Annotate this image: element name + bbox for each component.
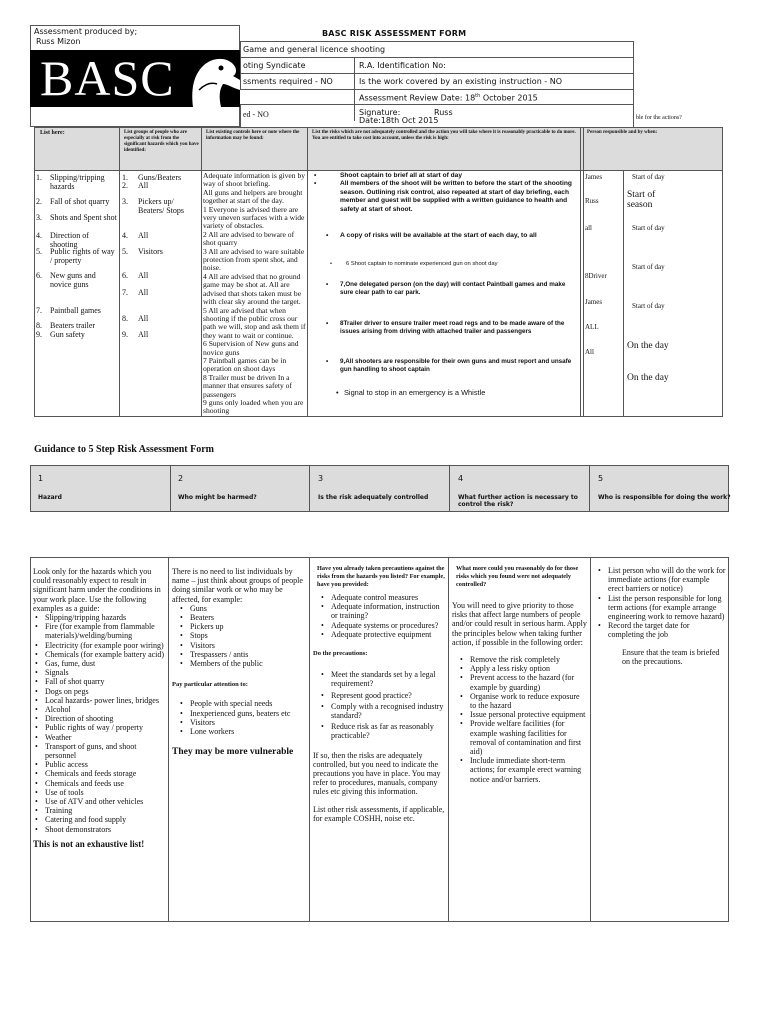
- body-divider: [448, 557, 449, 922]
- list-item: 8. All: [122, 314, 149, 323]
- list-item: • Electricity (for example poor wiring): [33, 641, 166, 650]
- list-item: • Dogs on pegs: [33, 687, 166, 696]
- step-divider: [589, 465, 590, 512]
- step-number: 2: [178, 474, 184, 483]
- list-item: • Represent good practice?: [319, 691, 446, 700]
- who-intro: There is no need to list individuals by name – just think about groups of people doing similar work or who may be affected, for example:: [172, 567, 303, 604]
- step-divider: [170, 465, 171, 512]
- action-intro: What more could you reasonably do for those risks which you found were not adequately controlled?: [456, 565, 579, 588]
- responsible-name: All: [585, 348, 594, 356]
- list-item: • Reduce risk as far as reasonably practicable?: [319, 722, 446, 740]
- list-item: • Adequate systems or procedures?: [319, 621, 446, 630]
- list-item: • Local hazards- power lines, bridges: [33, 696, 166, 705]
- guidance-action-column: [452, 565, 587, 784]
- list-item: • Shoot demonstrators: [33, 825, 166, 834]
- responsible-when: On the day: [627, 341, 669, 351]
- step-number: 5: [598, 474, 604, 483]
- action-item: • 9,All shooters are responsible for their own guns and must report and unsafe gun handling to shoot captain: [326, 358, 572, 374]
- list-item: • Catering and food supply: [33, 815, 166, 824]
- responsible-when: Start of season: [627, 190, 656, 210]
- body-divider: [590, 557, 591, 922]
- duck-head-icon: [185, 50, 240, 107]
- step-label: Who might be harmed?: [178, 494, 257, 501]
- list-item: 7. All: [122, 288, 149, 297]
- list-item: 5. Public rights of way / property: [36, 247, 115, 266]
- list-item: • Gas, fume, dust: [33, 659, 166, 668]
- action-item: • Shoot captain to brief all at start of day: [312, 172, 578, 180]
- list-item: 1. Slipping/tripping hazards: [36, 173, 105, 192]
- step-label: Hazard: [38, 494, 62, 501]
- list-item: 8. Beaters trailer: [36, 321, 96, 330]
- list-item: • Apply a less risky option: [458, 664, 587, 673]
- basc-logo: [30, 50, 240, 107]
- responsible-name: 8Driver: [585, 272, 607, 280]
- list-item: • Visitors: [178, 718, 307, 727]
- list-item: 9. All: [122, 330, 149, 339]
- step-number: 3: [318, 474, 324, 483]
- responsible-when: Start of day: [632, 173, 665, 181]
- list-item: • Remove the risk completely: [458, 655, 587, 664]
- col-header-further-action: List the risks which are not adequately controlled and the action you will take where it is reasonably practicable to do more. You are entitled to take cost into account, unless the risk is high:: [312, 130, 576, 141]
- form-title: BASC RISK ASSESSMENT FORM: [322, 29, 467, 38]
- list-item: • Include immediate short-term actions; for example erect warning notice and/or barriers.: [458, 756, 587, 784]
- list-item: • Chemicals and feeds storage: [33, 769, 166, 778]
- list-item: 2. All: [122, 181, 149, 190]
- responsible-header-partial: ble for the actions?: [636, 115, 682, 121]
- list-item: • Meet the standards set by a legal requirement?: [319, 670, 446, 688]
- list-item: 7. Paintball games: [36, 306, 101, 315]
- further-actions: [312, 172, 578, 214]
- list-item: • Beaters: [178, 613, 307, 622]
- step-label: Is the risk adequately controlled: [318, 494, 429, 501]
- list-item: • Public rights of way / property: [33, 723, 166, 732]
- list-item: • Weather: [33, 733, 166, 742]
- list-item: • Chemicals (for example battery acid): [33, 650, 166, 659]
- step-number: 1: [38, 474, 44, 483]
- col-divider-2: [201, 127, 202, 417]
- list-item: 9. Gun safety: [36, 330, 85, 339]
- review-date-text: Assessment Review Date: 18th October 2015: [359, 93, 538, 103]
- step-number: 4: [458, 474, 464, 483]
- basc-logo-text: BASC: [40, 50, 175, 106]
- responsible-when: On the day: [627, 373, 669, 383]
- list-item: • Inexperienced guns, beaters etc: [178, 709, 307, 718]
- list-item: 4. All: [122, 231, 149, 240]
- step-divider: [449, 465, 450, 512]
- action-item: • All members of the shoot will be written to before the start of the shooting season. Outlining risk control, also repeated at start of day briefing, each member and guest will be supplied with a written guidance to health and safety at start of shoot.: [312, 180, 578, 214]
- list-item: • Chemicals and feeds use: [33, 779, 166, 788]
- produced-by-name: Russ Mizon: [36, 37, 81, 46]
- col-divider-6: [623, 170, 624, 417]
- assessments-required-text: ssments required - NO: [243, 77, 333, 86]
- approved-text: ed - NO: [243, 110, 269, 119]
- list-item: 2. Fall of shot quarry: [36, 197, 110, 206]
- col-header-controls: List existing controls here or note where the information may be found:: [206, 130, 300, 141]
- col-header-who: List groups of people who are especially at risk from the significant hazards which you have identified:: [124, 130, 199, 153]
- signature-name: Russ: [434, 108, 453, 117]
- step-label: Who is responsible for doing the work?: [598, 494, 731, 501]
- col-header-responsible: Person responsible and by when:: [587, 130, 658, 135]
- list-item: • Public access: [33, 760, 166, 769]
- list-item: • Training: [33, 806, 166, 815]
- list-item: • Issue personal protective equipment: [458, 710, 587, 719]
- guidance-title: Guidance to 5 Step Risk Assessment Form: [34, 444, 215, 455]
- body-divider: [309, 557, 310, 922]
- list-item: • Direction of shooting: [33, 714, 166, 723]
- list-item: • Lone workers: [178, 727, 307, 736]
- hazards-intro: Look only for the hazards which you could reasonably expect to result in significant harm under the conditions in your work place. Use the following examples as a guide:: [33, 567, 161, 613]
- signature-label: Signature:: [359, 108, 401, 117]
- responsible-name: James: [585, 173, 603, 181]
- attention-heading: Pay particular attention to:: [172, 681, 248, 689]
- list-item: • Guns: [178, 604, 307, 613]
- step-divider: [309, 465, 310, 512]
- responsible-name: all: [585, 224, 592, 232]
- precautions-heading: Do the precautions:: [313, 650, 368, 658]
- list-item: • Adequate protective equipment: [319, 630, 446, 639]
- responsible-name: ALL: [585, 323, 599, 331]
- guidance-hazards-column: [33, 567, 166, 849]
- list-item: 1. Guns/Beaters: [122, 173, 182, 182]
- list-item: • Signals: [33, 668, 166, 677]
- responsible-when: Start of day: [632, 302, 665, 310]
- list-item: • Visitors: [178, 641, 307, 650]
- list-item: • Adequate control measures: [319, 593, 446, 602]
- step-label: What further action is necessary to control the risk?: [458, 494, 578, 508]
- not-exhaustive-note: This is not an exhaustive list!: [33, 838, 145, 849]
- list-item: • Pickers up: [178, 622, 307, 631]
- produced-by-label: Assessment produced by;: [34, 27, 138, 36]
- control-para: If so, then the risks are adequately controlled, but you need to indicate the precautions you have in place. You may refer to procedures, manuals, company rules etc giving this information.: [313, 750, 441, 797]
- list-item: • Comply with a recognised industry standard?: [319, 702, 446, 720]
- list-item: 3. Shots and Spent shot: [36, 213, 117, 222]
- control-intro: Have you already taken precautions against the risks from the hazards you listed? For example, have you provided:: [317, 565, 445, 588]
- list-item: • Stops: [178, 631, 307, 640]
- list-item: • Members of the public: [178, 659, 307, 668]
- list-item: • Use of tools: [33, 788, 166, 797]
- organisation-text: oting Syndicate: [243, 61, 306, 70]
- signature-date: Date:18th Oct 2015: [359, 116, 439, 125]
- col-divider-3: [307, 127, 308, 417]
- list-item: • Fire (for example from flammable materials)/welding/burning: [33, 622, 166, 640]
- control-para: List other risk assessments, if applicable, for example COSHH, noise etc.: [313, 804, 445, 823]
- briefing-note: Ensure that the team is briefed on the precautions.: [622, 647, 720, 666]
- vulnerable-note: They may be more vulnerable: [172, 747, 294, 758]
- activity-text: Game and general licence shooting: [243, 45, 386, 54]
- list-item: • Adequate information, instruction or training?: [319, 602, 446, 620]
- list-item: 6. New guns and novice guns: [36, 271, 96, 290]
- list-item: 4. Direction of shooting: [36, 231, 89, 250]
- responsible-when: Start of day: [632, 263, 665, 271]
- guidance-steps-row: [30, 465, 729, 512]
- responsible-name: James: [585, 298, 603, 306]
- list-item: • Organise work to reduce exposure to the hazard: [458, 692, 587, 710]
- guidance-who-column: [172, 567, 307, 757]
- list-item: • Alcohol: [33, 705, 166, 714]
- col-divider-5: [583, 127, 584, 417]
- col-header-hazards: List here:: [40, 130, 65, 136]
- existing-controls-text: Adequate information is given by way of shoot briefing. All guns and helpers are brought together at start of the day. 1 Everyone is advised there are very uneven surfaces with a wide variety of obstacles. 2 All are advised to beware of shot quarry 3 All are advised to ware suitable protection from spent shot, and noise. 4 All are advised that no ground game may be shot at. All are advised that shots taken must be with clear sky around the target. 5 All are advised that when shooting if the public cross our path we will, stop and ask them if they want to wait or continue. 6 Supervision of New guns and novice guns 7 Paintball games can be in operation on shoot days 8 Trailer must be driven In a manner that ensures safety of passengers 9 guns only loaded when you are shooting: [203, 171, 306, 416]
- action-item: • 6 Shoot captain to nominate experienced gun on shoot day: [330, 261, 498, 267]
- list-item: • Fall of shot quarry: [33, 677, 166, 686]
- action-item: • 7,One delegated person (on the day) will contact Paintball games and make sure clear path to car park.: [326, 281, 566, 297]
- list-item: 6. All: [122, 271, 149, 280]
- list-item: • List person who will do the work for immediate actions (for example erect barriers or notice): [596, 566, 726, 594]
- col-divider-1: [119, 127, 120, 417]
- action-para: You will need to give priority to those risks that affect large numbers of people and/or could result in serious harm. Apply the principles below when taking further action, if possible in the following order:: [452, 601, 587, 647]
- list-item: • Slipping/tripping hazards: [33, 613, 166, 622]
- responsible-name: Russ: [585, 197, 599, 205]
- responsible-when: Start of day: [632, 224, 665, 232]
- list-item: • People with special needs: [178, 699, 307, 708]
- action-item: • A copy of risks will be available at the start of each day, to all: [326, 232, 537, 239]
- list-item: • Trespassers / antis: [178, 650, 307, 659]
- action-item: • 8Trailer driver to ensure trailer meet road regs and to be made aware of the issues arising from driving with attached trailer and passengers: [326, 320, 565, 336]
- list-item: • Provide welfare facilities (for example washing facilities for removal of contamination and first aid): [458, 719, 587, 756]
- covered-instruction-text: Is the work covered by an existing instruction - NO: [359, 77, 563, 86]
- list-item: • Use of ATV and other vehicles: [33, 797, 166, 806]
- list-item: • Transport of guns, and shoot personnel: [33, 742, 166, 760]
- list-item: • List the person responsible for long term actions (for example arrange engineering work to remove hazard): [596, 594, 726, 622]
- list-item: • Record the target date for completing the job: [596, 621, 726, 639]
- ra-id-label: R.A. Identification No:: [359, 61, 446, 70]
- col-divider-4: [580, 127, 581, 417]
- list-item: • Prevent access to the hazard (for example by guarding): [458, 673, 587, 691]
- guidance-control-column: [313, 565, 446, 823]
- list-item: 3. Pickers up/ Beaters/ Stops: [122, 197, 184, 216]
- guidance-responsible-column: [596, 566, 726, 666]
- body-divider: [168, 557, 169, 922]
- list-item: 5. Visitors: [122, 247, 163, 256]
- action-item: • Signal to stop in an emergency is a Whistle: [336, 388, 486, 397]
